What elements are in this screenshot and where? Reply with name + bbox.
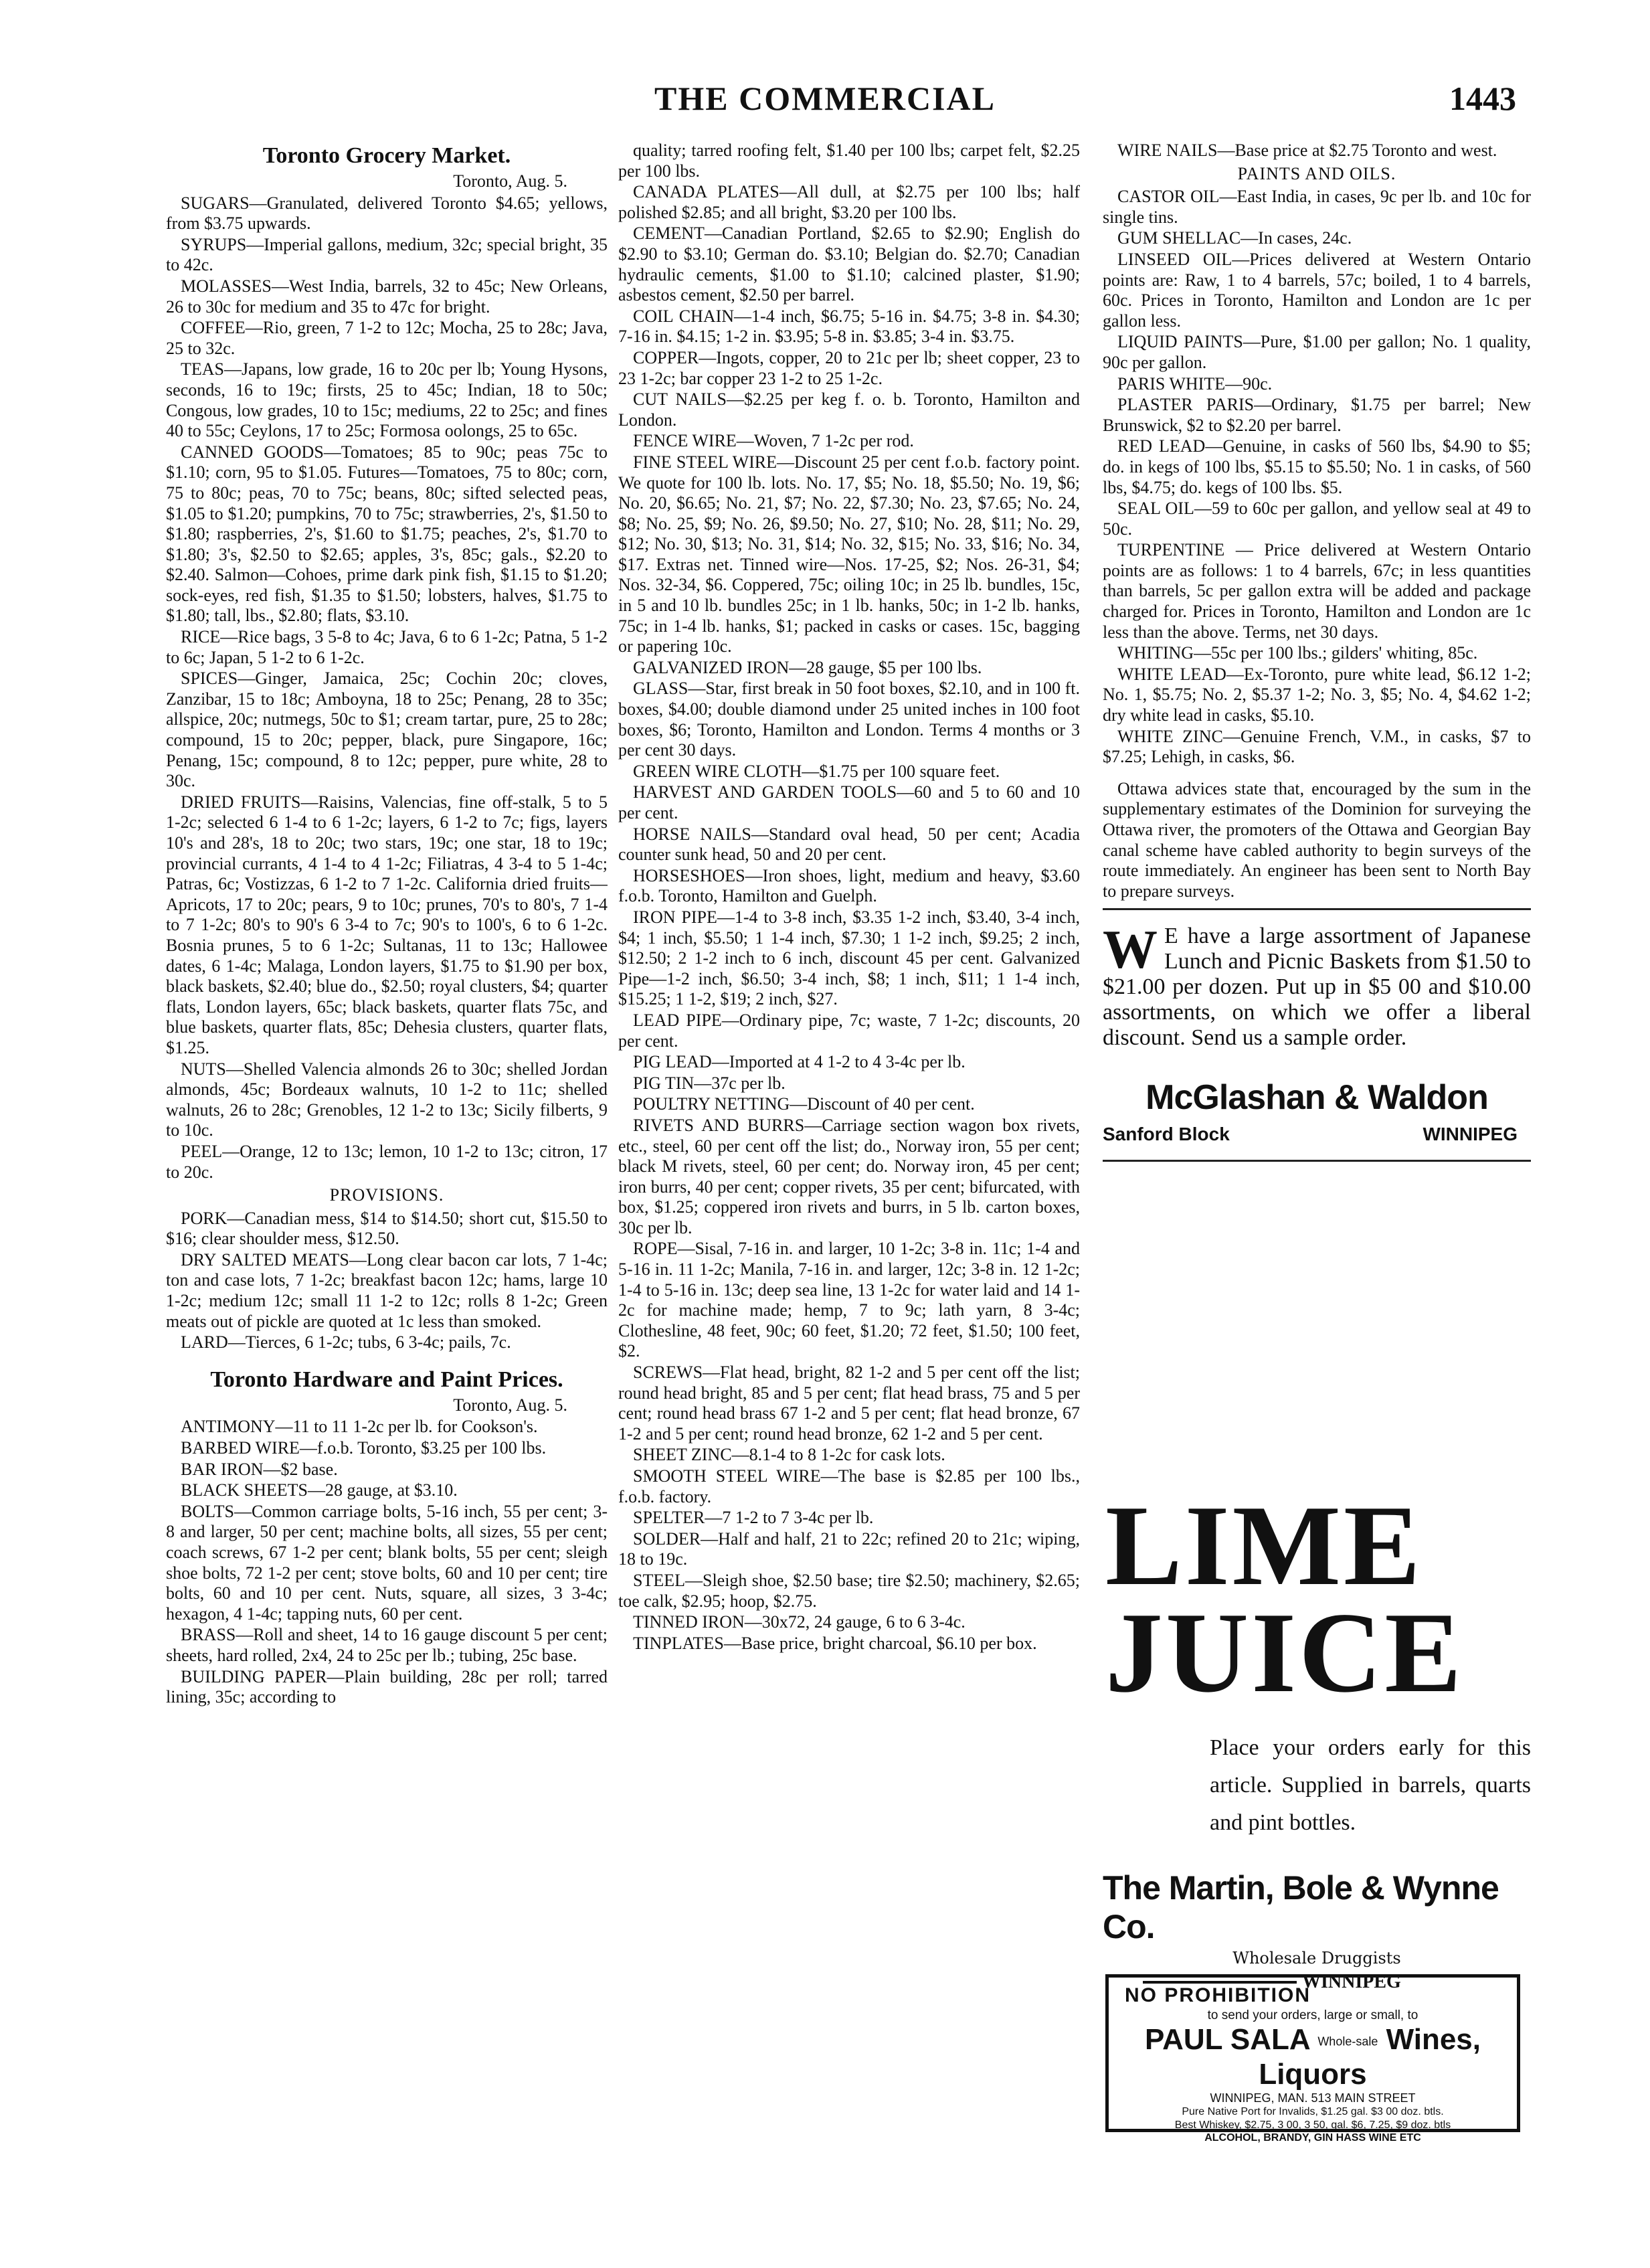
price-item: SPICES—Ginger, Jamaica, 25c; Cochin 20c; cloves, Zanzibar, 15 to 18c; Amboyna, 18 to 25c; Penang, 28 to 35c; allspice, 20c; nutmegs, 50c to $1; cream tartar, pure, 25 to 28c; compound, 15 to 20c; pepper, black, pure Singapore, 16c; Penang, 15c; compound, 8 to 12c; pepper, pure white, 28 to 30c. bbox=[166, 669, 608, 791]
price-item: LARD—Tierces, 6 1-2c; tubs, 6 3-4c; pails, 7c. bbox=[181, 1332, 511, 1353]
price-item: WIRE NAILS—Base price at $2.75 Toronto and west. bbox=[1117, 141, 1497, 160]
ottawa-news: Ottawa advices state that, encouraged by the sum in the supplementary estimates of the Dominion for surveying the Ottawa river, the promoters of the Ottawa and Georgian Bay canal scheme have cabled authority to begin surveys of the route immediately. An engineer has been sent to North Bay to prepare surveys. bbox=[1103, 778, 1531, 901]
hardware-list-continued bbox=[618, 141, 1080, 1654]
price-item: HORSESHOES—Iron shoes, light, medium and heavy, $3.60 f.o.b. Toronto, Hamilton and Guelph. bbox=[618, 865, 1080, 906]
price-item: BARBED WIRE—f.o.b. Toronto, $3.25 per 100 lbs. bbox=[181, 1438, 547, 1458]
hardware-dateline: Toronto, Aug. 5. bbox=[453, 1395, 567, 1415]
paul-sala-name-line bbox=[1109, 2023, 1517, 2091]
publication-title: THE COMMERCIAL bbox=[654, 80, 996, 117]
grocery-heading: Toronto Grocery Market. bbox=[262, 143, 511, 168]
price-item: CANADA PLATES—All dull, at $2.75 per 100 lbs; half polished $2.85; and all bright, $3.20 per 100 lbs. bbox=[618, 182, 1080, 222]
price-item: GUM SHELLAC—In cases, 24c. bbox=[1117, 228, 1352, 248]
column-3 bbox=[1103, 141, 1531, 1492]
divider bbox=[1103, 908, 1531, 910]
price-item: GLASS—Star, first break in 50 foot boxes, $2.10, and in 100 ft. boxes, $4.00; double diamond under 25 united inches in 100 foot boxes, $6; Toronto, Hamilton and London. Terms 4 months or 3 per cent 30 days. bbox=[618, 679, 1080, 760]
hardware-list bbox=[166, 1417, 608, 1707]
price-item: quality; tarred roofing felt, $1.40 per 100 lbs; carpet felt, $2.25 per 100 lbs. bbox=[618, 141, 1080, 181]
mcglashan-city: WINNIPEG bbox=[1423, 1124, 1518, 1145]
price-item: WHITE ZINC—Genuine French, V.M., in casks, $7 to $7.25; Lehigh, in casks, $6. bbox=[1103, 726, 1531, 767]
price-item: LIQUID PAINTS—Pure, $1.00 per gallon; No. 1 quality, 90c per gallon. bbox=[1103, 332, 1531, 372]
masthead bbox=[0, 79, 1650, 133]
price-item: WHITING—55c per 100 lbs.; gilders' whiting, 85c. bbox=[1117, 643, 1478, 663]
paul-sala-name: PAUL SALA bbox=[1144, 2023, 1310, 2056]
martin-city: WINNIPEG bbox=[1302, 1972, 1401, 1992]
page-number: 1443 bbox=[1449, 80, 1516, 117]
mcglashan-ad-text: E have a large assortment of Japanese Lunch and Picnic Baskets from $1.50 to $21.00 per dozen. Put up in $5 00 and $10.00 assortments, on which we offer a liberal discount. Send us a sample order. bbox=[1103, 924, 1531, 1051]
column-1 bbox=[166, 141, 608, 2175]
price-item: POULTRY NETTING—Discount of 40 per cent. bbox=[633, 1094, 975, 1114]
wholesale-label: Whole-sale bbox=[1317, 2034, 1378, 2048]
drop-cap: W bbox=[1103, 919, 1158, 980]
price-item: FENCE WIRE—Woven, 7 1-2c per rod. bbox=[633, 431, 914, 451]
price-item: WHITE LEAD—Ex-Toronto, pure white lead, $6.12 1-2; No. 1, $5.75; No. 2, $5.37 1-2; No. 3, $5; No. 4, $4.62 1-2; dry white lead in casks, $5.10. bbox=[1103, 664, 1531, 725]
price-item: LEAD PIPE—Ordinary pipe, 7c; waste, 7 1-2c; discounts, 20 per cent. bbox=[618, 1010, 1080, 1051]
price-item: CEMENT—Canadian Portland, $2.65 to $2.90; English do $2.90 to $3.10; German do. $3.10; Belgian do. $2.70; Canadian hydraulic cements, $1.00 to $1.10; calcined plaster, $1.90; asbestos cement, $2.50 per barrel. bbox=[618, 224, 1080, 305]
price-item: HORSE NAILS—Standard oval head, 50 per cent; Acadia counter sunk head, 50 and 20 per cent. bbox=[618, 824, 1080, 865]
price-item: SCREWS—Flat head, bright, 82 1-2 and 5 per cent off the list; round head bright, 85 and 5 per cent; flat head brass, 75 and 5 per cent; round head brass 67 1-2 and 5 per cent; flat head bronze, 67 1-2 and 5 per cent; round head bronze, 62 1-2 and 5 per cent. bbox=[618, 1363, 1080, 1444]
price-item: ANTIMONY—11 to 11 1-2c per lb. for Cookson's. bbox=[181, 1417, 538, 1437]
price-item: GREEN WIRE CLOTH—$1.75 per 100 square feet. bbox=[633, 761, 1000, 781]
price-item: BLACK SHEETS—28 gauge, at $3.10. bbox=[181, 1480, 458, 1500]
price-item: COPPER—Ingots, copper, 20 to 21c per lb; sheet copper, 23 to 23 1-2c; bar copper 23 1-2 to 25 1-2c. bbox=[618, 347, 1080, 388]
port-price-line: Pure Native Port for Invalids, $1.25 gal. $3 00 doz. btls. bbox=[1182, 2106, 1444, 2118]
price-item: FINE STEEL WIRE—Discount 25 per cent f.o.b. factory point. We quote for 100 lb. lots. No. 17, $5; No. 18, $5.50; No. 19, $6; No. 20, $6.65; No. 21, $7; No. 22, $7.30; No. 23, $7.65; No. 24, $8; No. 25, $9; No. 26, $9.50; No. 27, $10; No. 28, $11; No. 29, $12; No. 30, $13; No. 31, $14; No. 32, $15; No. 33, $16; No. 34, $17. Extras net. Tinned wire—Nos. 17-25, $2; Nos. 26-31, $4; Nos. 32-34, $6. Coppered, 75c; oiling 10c; in 25 lb. bundles, 15c, in 5 and 10 lb. bundles 25c; in 1 lb. hanks, 50c; in 1-2 lb. hanks, 75c; in 1-4 lb. hanks, $1; packed in casks or cases. 15c, bagging or papering 10c. bbox=[618, 452, 1080, 657]
price-item: CASTOR OIL—East India, in cases, 9c per lb. and 10c for single tins. bbox=[1103, 187, 1531, 227]
price-item: COFFEE—Rio, green, 7 1-2 to 12c; Mocha, 25 to 28c; Java, 25 to 32c. bbox=[166, 318, 608, 358]
lime-ad-text: Place your orders early for this article. Supplied in barrels, quarts and pint bottles. bbox=[1210, 1735, 1531, 1835]
price-item: PARIS WHITE—90c. bbox=[1117, 373, 1273, 394]
price-item: DRIED FRUITS—Raisins, Valencias, fine off-stalk, 5 to 5 1-2c; selected 6 1-4 to 6 1-2c; layers, 6 1-2 to 7c; figs, layers 10's and 28's, 18 to 20c; two stars, 19c; one star, 18 to 19c; provincial currants, 4 1-4 to 4 1-2c; Filiatras, 4 3-4 to 5 1-4c; Patras, 6c; Vostizzas, 6 1-2 to 7 1-2c. California dried fruits—Apricots, 17 to 20c; pears, 9 to 10c; prunes, 70's to 80's, 7 1-4 to 7 1-2c; 80's to 90's 6 3-4 to 7c; 90's to 100's, 6 to 6 1-2c. Bosnia prunes, 5 to 6 1-2c; Sultanas, 11 to 13c; Hallowee dates, 6 1-4c; Malaga, London layers, $1.75 to $1.90 per box, black baskets, $2.40; blue do., $2.50; royal clusters, $4; quarter flats, London layers, 65c; black baskets, quarter flats 75c, and blue baskets, quarter flats, 85c; Dehesia clusters, quarter flats, $1.25. bbox=[166, 792, 608, 1057]
price-item: TURPENTINE — Price delivered at Western Ontario points are as follows: 1 to 4 barrels, 67c; in less quantities than barrels, 5c per gallon extra will be added and package charged for. Prices in Toronto, Hamilton and London are 1c less than the above. Terms, net 30 days. bbox=[1103, 540, 1531, 642]
hardware-heading: Toronto Hardware and Paint Prices. bbox=[210, 1367, 563, 1392]
provisions-heading: PROVISIONS. bbox=[329, 1185, 444, 1205]
price-item: IRON PIPE—1-4 to 3-8 inch, $3.35 1-2 inch, $3.40, 3-4 inch, $4; 1 inch, $5.50; 1 1-4 inch, $7.30; 1 1-2 inch, $9.25; 2 inch, $12.50; 2 1-2 inch to 6 inch, discount 45 per cent. Galvanized Pipe—1-2 inch, $6.50; 3-4 inch, $8; 1 inch, $11; 1 1-4 inch, $15.25; 1 1-2, $19; 2 inch, $27. bbox=[618, 907, 1080, 1009]
price-item: GALVANIZED IRON—28 gauge, $5 per 100 lbs. bbox=[633, 657, 982, 677]
price-item: TINNED IRON—30x72, 24 gauge, 6 to 6 3-4c. bbox=[633, 1612, 966, 1632]
paul-sala-ad bbox=[1105, 1974, 1520, 2144]
price-item: SMOOTH STEEL WIRE—The base is $2.85 per 100 lbs., f.o.b. factory. bbox=[618, 1466, 1080, 1506]
price-item: TEAS—Japans, low grade, 16 to 20c per lb; Young Hysons, seconds, 16 to 19c; firsts, 25 to 45c; Indian, 18 to 50c; Congous, low grades, 10 to 15c; mediums, 22 to 25c; and fines 40 to 55c; Ceylons, 17 to 25c; Formosa oolongs, 25 to 65c. bbox=[166, 359, 608, 441]
price-item: CANNED GOODS—Tomatoes; 85 to 90c; peas 75c to $1.10; corn, 95 to $1.05. Futures—Tomatoes, 75 to 80c; corn, 75 to 80c; peas, 70 to 75c; beans, 80c; sifted selected peas, $1.05 to $1.20; pumpkins, 70 to 75c; strawberries, 2's, $1.50 to $1.80; raspberries, 2's, $1.60 to $1.75; peaches, 2's, $1.70 to $1.80; 3's, $2.50 to $2.65; apples, 3's, 85c; gals., $2.20 to $2.40. Salmon—Cohoes, prime dark pink fish, $1.15 to $1.20; sock-eyes, red fish, $1.35 to $1.50; lobsters, halves, $1.75 to $1.80; tall, lbs., $2.80; flats, $3.10. bbox=[166, 442, 608, 626]
grocery-dateline: Toronto, Aug. 5. bbox=[453, 171, 567, 191]
price-item: RED LEAD—Genuine, in casks of 560 lbs, $4.90 to $5; do. in kegs of 100 lbs, $5.15 to $5.50; No. 1 in casks, of 560 lbs, $4.75; do. kegs of 100 lbs. $5. bbox=[1103, 436, 1531, 497]
martin-firm-name: The Martin, Bole & Wynne Co. bbox=[1103, 1869, 1499, 1945]
price-item: SHEET ZINC—8.1-4 to 8 1-2c for cask lots. bbox=[633, 1445, 945, 1465]
price-item: RICE—Rice bags, 3 5-8 to 4c; Java, 6 to 6 1-2c; Patna, 5 1-2 to 6c; Japan, 5 1-2 to 6 1-2c. bbox=[166, 627, 608, 667]
price-item: PEEL—Orange, 12 to 13c; lemon, 10 1-2 to 13c; citron, 17 to 20c. bbox=[166, 1141, 608, 1182]
price-item: SEAL OIL—59 to 60c per gallon, and yellow seal at 49 to 50c. bbox=[1103, 499, 1531, 539]
price-item: CUT NAILS—$2.25 per keg f. o. b. Toronto, Hamilton and London. bbox=[618, 389, 1080, 430]
price-item: COIL CHAIN—1-4 inch, $6.75; 5-16 in. $4.75; 3-8 in. $4.30; 7-16 in. $4.15; 1-2 in. $3.95; 5-8 in. $3.85; 3-4 in. $3.75. bbox=[618, 306, 1080, 347]
mcglashan-address bbox=[1103, 1124, 1518, 1145]
send-orders-text: to send your orders, large or small, to bbox=[1207, 2008, 1418, 2022]
price-item: SYRUPS—Imperial gallons, medium, 32c; special bright, 35 to 42c. bbox=[166, 234, 608, 275]
column-2 bbox=[618, 141, 1080, 2175]
martin-subtitle: Wholesale Druggists bbox=[1232, 1949, 1401, 1968]
price-item: LINSEED OIL—Prices delivered at Western Ontario points are: Raw, 1 to 4 barrels, 57c; boiled, 1 to 4 barrels, 60c. Prices in Toronto, Hamilton and London are 1c per gallon less. bbox=[1103, 249, 1531, 331]
price-item: PLASTER PARIS—Ordinary, $1.75 per barrel; New Brunswick, $2 to $2.20 per barrel. bbox=[1103, 395, 1531, 435]
price-item: BOLTS—Common carriage bolts, 5-16 inch, 55 per cent; 3-8 and larger, 50 per cent; machine bolts, all sizes, 55 per cent; coach screws, 67 1-2 per cent; blank bolts, 55 per cent; sleigh shoe bolts, 72 1-2 per cent; stove bolts, 60 and 10 per cent; tire bolts, 60 and 10 per cent. Nuts, square, all sizes, 3 3-4c; hexagon, 4 1-4c; tapping nuts, 60 per cent. bbox=[166, 1501, 608, 1624]
mcglashan-ad bbox=[1103, 919, 1531, 1051]
lime-heading: LIME bbox=[1105, 1482, 1423, 1609]
price-item: SPELTER—7 1-2 to 7 3-4c per lb. bbox=[633, 1508, 874, 1528]
divider bbox=[1103, 1160, 1531, 1162]
price-item: RIVETS AND BURRS—Carriage section wagon box rivets, etc., steel, 60 per cent off the list; do., Norway iron, 55 per cent; black M rivets, steel, 60 per cent; do. Norway iron, 45 per cent; iron burrs, 40 per cent; copper rivets, 35 per cent; bifurcated, with box, $1.25; coppered iron rivets and burrs, in 5 lb. carton boxes, 30c per lb. bbox=[618, 1115, 1080, 1237]
price-item: HARVEST AND GARDEN TOOLS—60 and 5 to 60 and 10 per cent. bbox=[618, 782, 1080, 822]
grocery-list bbox=[166, 193, 608, 1183]
paints-heading: PAINTS AND OILS. bbox=[1237, 163, 1396, 183]
price-item: PIG TIN—37c per lb. bbox=[633, 1073, 786, 1093]
mcglashan-firm-name: McGlashan & Waldon bbox=[1145, 1078, 1488, 1118]
alcohol-line: ALCOHOL, BRANDY, GIN HASS WINE ETC bbox=[1204, 2132, 1421, 2144]
price-item: PIG LEAD—Imported at 4 1-2 to 4 3-4c per lb. bbox=[633, 1052, 966, 1072]
paints-list bbox=[1103, 187, 1531, 768]
provisions-list bbox=[166, 1209, 608, 1353]
price-item: SOLDER—Half and half, 21 to 22c; refined 20 to 21c; wiping, 18 to 19c. bbox=[618, 1529, 1080, 1569]
lime-juice-ad bbox=[1103, 1482, 1531, 1992]
price-item: BRASS—Roll and sheet, 14 to 16 gauge discount 5 per cent; sheets, hard rolled, 2x4, 24 to 25c per lb.; tubing, 25c base. bbox=[166, 1625, 608, 1665]
wines-liquors: Wines, Liquors bbox=[1259, 2023, 1481, 2091]
price-item: BAR IRON—$2 base. bbox=[181, 1459, 338, 1479]
nails-list bbox=[1103, 141, 1531, 161]
price-item: DRY SALTED MEATS—Long clear bacon car lots, 7 1-4c; ton and case lots, 7 1-2c; breakfast bacon 12c; hams, large 10 1-2c; medium 12c; small 11 1-2 to 12c; rolls 8 1-2c; Green meats out of pickle are quoted at 1c less than smoked. bbox=[166, 1249, 608, 1331]
price-item: TINPLATES—Base price, bright charcoal, $6.10 per box. bbox=[633, 1633, 1037, 1653]
price-item: MOLASSES—West India, barrels, 32 to 45c; New Orleans, 26 to 30c for medium and 35 to 47c for bright. bbox=[166, 276, 608, 317]
mcglashan-block: Sanford Block bbox=[1103, 1124, 1230, 1145]
no-prohibition-heading: NO PROHIBITION bbox=[1125, 1984, 1311, 2006]
price-item: ROPE—Sisal, 7-16 in. and larger, 10 1-2c; 3-8 in. 11c; 1-4 and 5-16 in. 11 1-2c; Manila, 7-16 in. and larger, 12c; 3-8 in. 12 1-2c; 1-4 to 5-16 in. 13c; deep sea line, 13 1-2c for water laid and 14 1-2c for machine made; hemp, 7 to 9c; lath yarn, 8 3-4c; Clothesline, 48 feet, 90c; 60 feet, $1.20; 72 feet, $1.50; 100 feet, $2. bbox=[618, 1239, 1080, 1361]
whiskey-price-line: Best Whiskey, $2.75, 3 00, 3 50, gal. $6, 7.25, $9 doz. btls bbox=[1174, 2119, 1451, 2131]
price-item: NUTS—Shelled Valencia almonds 26 to 30c; shelled Jordan almonds, 45c; Bordeaux walnuts, 10 1-2 to 11c; shelled walnuts, 26 to 28c; Grenobles, 12 1-2 to 13c; Sicily filberts, 9 to 10c. bbox=[166, 1059, 608, 1140]
price-item: BUILDING PAPER—Plain building, 28c per roll; tarred lining, 35c; according to bbox=[166, 1666, 608, 1707]
price-item: SUGARS—Granulated, delivered Toronto $4.65; yellows, from $3.75 upwards. bbox=[166, 193, 608, 234]
price-item: PORK—Canadian mess, $14 to $14.50; short cut, $15.50 to $16; clear shoulder mess, $12.50. bbox=[166, 1208, 608, 1249]
juice-heading: JUICE bbox=[1105, 1589, 1465, 1717]
price-item: STEEL—Sleigh shoe, $2.50 base; tire $2.50; machinery, $2.65; toe calk, $2.95; hoop, $2.75. bbox=[618, 1570, 1080, 1611]
paul-sala-address: WINNIPEG, MAN. 513 MAIN STREET bbox=[1210, 2091, 1416, 2105]
